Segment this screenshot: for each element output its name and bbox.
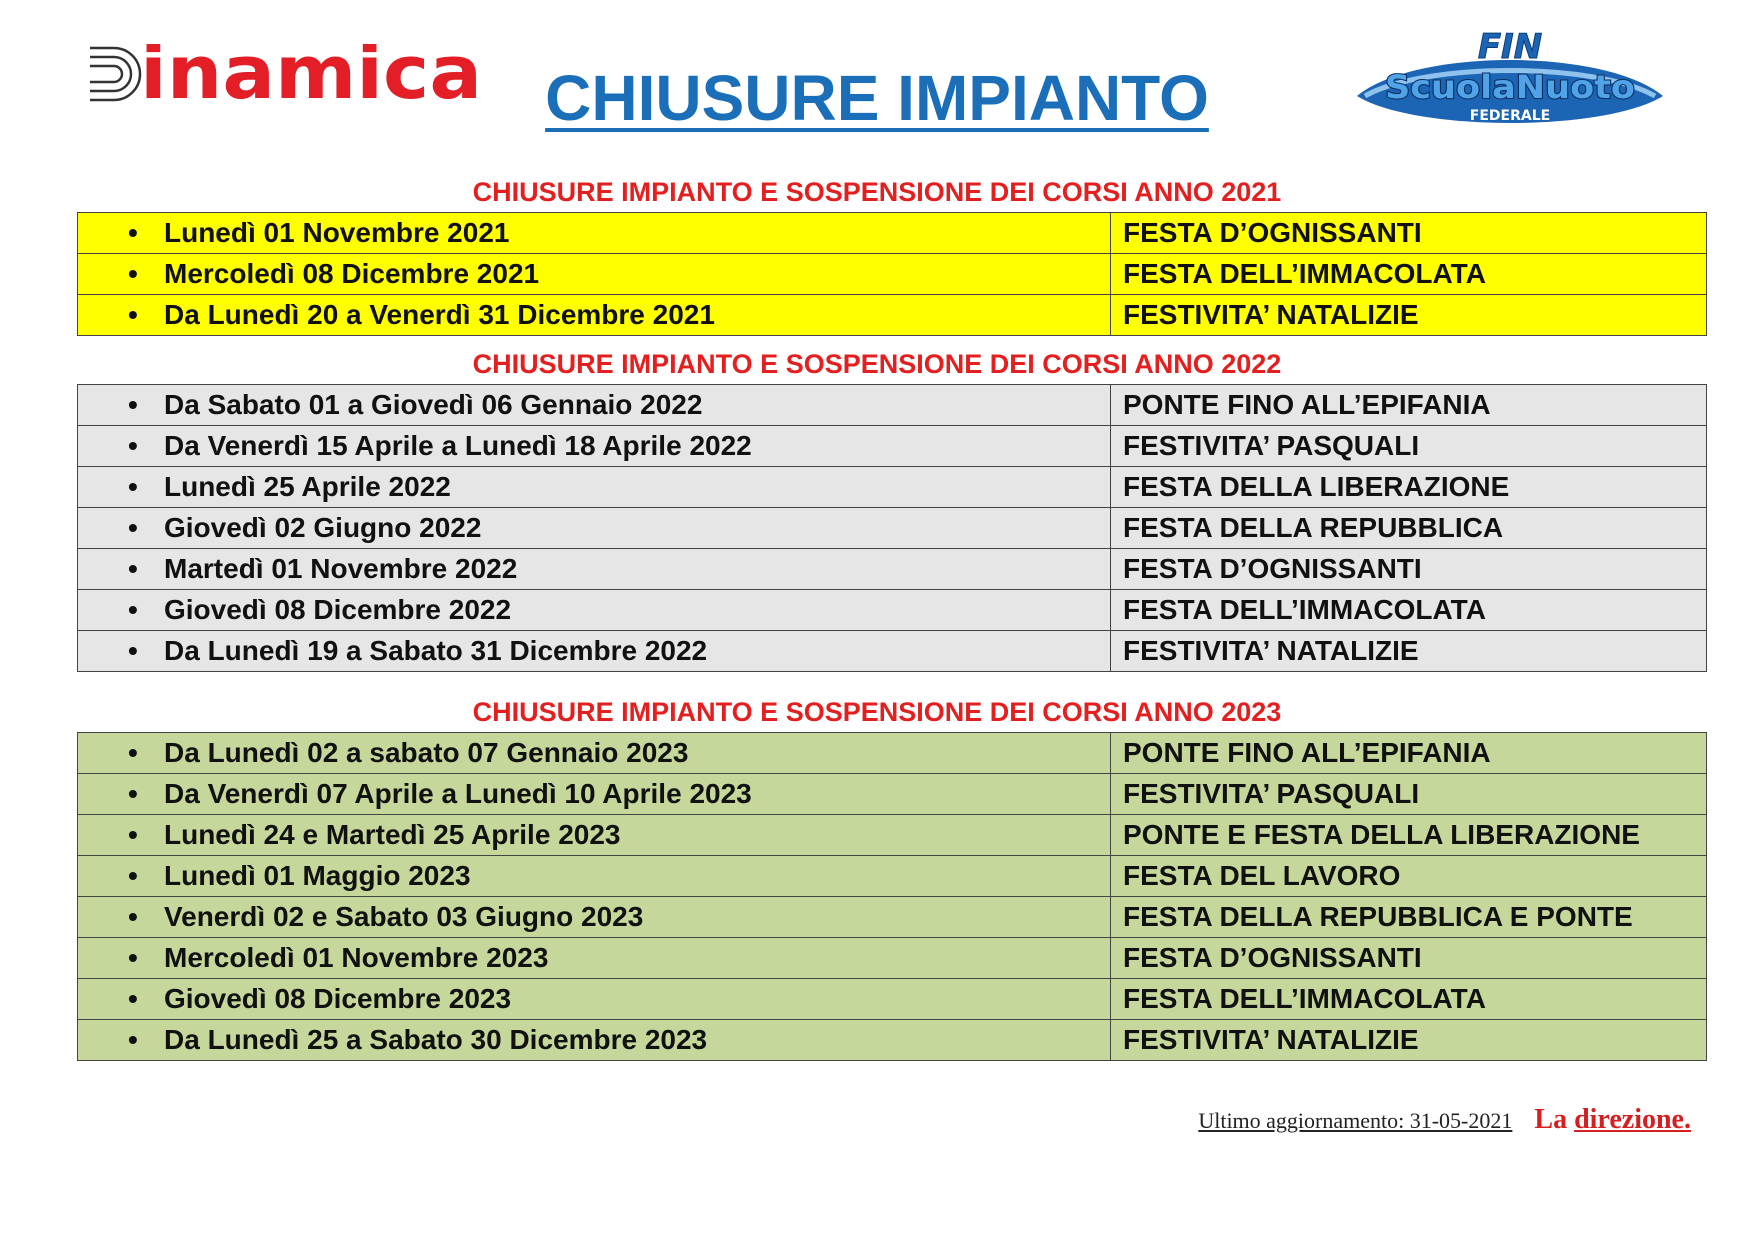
closure-date-cell [78,385,1111,426]
closure-reason: FESTIVITA’ NATALIZIE [1111,1020,1707,1061]
page-title-text: CHIUSURE IMPIANTO [545,62,1209,134]
table-row [78,426,1707,467]
table-row [78,213,1707,254]
bullet-icon: • [128,512,138,543]
closure-date-cell [78,631,1111,672]
bullet-icon: • [128,553,138,584]
closure-reason: FESTA D’OGNISSANTI [1111,549,1707,590]
table-row [78,856,1707,897]
closures-table-2021 [77,212,1707,336]
table-row [78,1020,1707,1061]
table-row [78,467,1707,508]
closure-date: Lunedì 01 Maggio 2023 [164,860,471,891]
table-row [78,815,1707,856]
closure-reason: FESTA DELL’IMMACOLATA [1111,979,1707,1020]
closure-date: Mercoledì 01 Novembre 2023 [164,942,549,973]
closure-date-cell [78,856,1111,897]
closure-date-cell [78,733,1111,774]
closure-reason: FESTA DELL’IMMACOLATA [1111,590,1707,631]
bullet-icon: • [128,819,138,850]
closure-date: Lunedì 25 Aprile 2022 [164,471,451,502]
closure-reason: FESTA DELLA REPUBBLICA [1111,508,1707,549]
closure-reason: FESTA DELLA LIBERAZIONE [1111,467,1707,508]
closure-reason: PONTE FINO ALL’EPIFANIA [1111,385,1707,426]
closure-date-cell [78,815,1111,856]
bullet-icon: • [128,860,138,891]
section-heading-2023: CHIUSURE IMPIANTO E SOSPENSIONE DEI CORSI ANNO 2023 [472,697,1282,727]
closure-date: Da Lunedì 25 a Sabato 30 Dicembre 2023 [164,1024,708,1055]
closure-date-cell [78,295,1111,336]
bullet-icon: • [128,217,138,248]
closure-date: Giovedì 08 Dicembre 2023 [164,983,512,1014]
closure-date: Da Venerdì 07 Aprile a Lunedì 10 Aprile 2023 [164,778,752,809]
signature-prefix: La [1534,1104,1568,1135]
scuolanuoto-logo-text: ScuolaNuoto [1385,68,1635,106]
bullet-icon: • [128,299,138,330]
closure-date-cell [78,590,1111,631]
fin-logo-text: FIN [1477,28,1543,67]
bullet-icon: • [128,430,138,461]
table-row [78,590,1707,631]
table-row [78,549,1707,590]
fin-scuolanuoto-logo [1355,28,1665,134]
bullet-icon: • [128,471,138,502]
closure-date-cell [78,897,1111,938]
closure-date-cell [78,467,1111,508]
section-heading-2022: CHIUSURE IMPIANTO E SOSPENSIONE DEI CORSI ANNO 2022 [472,349,1282,379]
closure-date-cell [78,426,1111,467]
closure-reason: FESTA DELLA REPUBBLICA E PONTE [1111,897,1707,938]
closure-date: Martedì 01 Novembre 2022 [164,553,518,584]
federale-logo-text: FEDERALE [1469,108,1551,124]
closure-reason: FESTA DEL LAVORO [1111,856,1707,897]
closure-date: Lunedì 24 e Martedì 25 Aprile 2023 [164,819,621,850]
bullet-icon: • [128,258,138,289]
closure-date: Da Lunedì 02 a sabato 07 Gennaio 2023 [164,737,689,768]
bullet-icon: • [128,1024,138,1055]
closure-reason: FESTIVITA’ PASQUALI [1111,426,1707,467]
bullet-icon: • [128,942,138,973]
closure-date: Da Lunedì 19 a Sabato 31 Dicembre 2022 [164,635,708,666]
bullet-icon: • [128,983,138,1014]
bullet-icon: • [128,737,138,768]
table-row [78,938,1707,979]
table-row [78,631,1707,672]
table-row [78,733,1707,774]
closure-date: Giovedì 08 Dicembre 2022 [164,594,512,625]
table-row [78,979,1707,1020]
closure-date-cell [78,549,1111,590]
closure-reason: FESTIVITA’ NATALIZIE [1111,631,1707,672]
closure-date-cell [78,938,1111,979]
bullet-icon: • [128,635,138,666]
table-row [78,295,1707,336]
last-updated: Ultimo aggiornamento: 31-05-2021 [1198,1108,1513,1133]
closure-reason: FESTIVITA’ PASQUALI [1111,774,1707,815]
bullet-icon: • [128,778,138,809]
closure-date-cell [78,254,1111,295]
closure-reason: FESTIVITA’ NATALIZIE [1111,295,1707,336]
table-row [78,897,1707,938]
table-row [78,385,1707,426]
bullet-icon: • [128,901,138,932]
signature [1534,1104,1691,1135]
closure-date: Lunedì 01 Novembre 2021 [164,217,510,248]
closure-date: Venerdì 02 e Sabato 03 Giugno 2023 [164,901,644,932]
footer [1198,1104,1691,1136]
closure-date: Da Lunedì 20 a Venerdì 31 Dicembre 2021 [164,299,715,330]
closure-date: Giovedì 02 Giugno 2022 [164,512,482,543]
closure-date-cell [78,508,1111,549]
bullet-icon: • [128,594,138,625]
table-row [78,254,1707,295]
closure-date-cell [78,774,1111,815]
closure-date-cell [78,213,1111,254]
dinamica-logo-text: inamica [140,44,482,104]
closure-date: Da Sabato 01 a Giovedì 06 Gennaio 2022 [164,389,703,420]
closure-reason: FESTA DELL’IMMACOLATA [1111,254,1707,295]
signature-word: direzione. [1574,1104,1691,1135]
table-row [78,508,1707,549]
table-row [78,774,1707,815]
closure-reason: PONTE FINO ALL’EPIFANIA [1111,733,1707,774]
closure-reason: FESTA D’OGNISSANTI [1111,213,1707,254]
closure-date: Mercoledì 08 Dicembre 2021 [164,258,540,289]
closure-date: Da Venerdì 15 Aprile a Lunedì 18 Aprile 2022 [164,430,752,461]
closures-table-2022 [77,384,1707,672]
closure-reason: PONTE E FESTA DELLA LIBERAZIONE [1111,815,1707,856]
closure-date-cell [78,1020,1111,1061]
section-heading-2021: CHIUSURE IMPIANTO E SOSPENSIONE DEI CORSI ANNO 2021 [472,177,1282,207]
bullet-icon: • [128,389,138,420]
closure-date-cell [78,979,1111,1020]
closures-table-2023 [77,732,1707,1061]
closure-reason: FESTA D’OGNISSANTI [1111,938,1707,979]
